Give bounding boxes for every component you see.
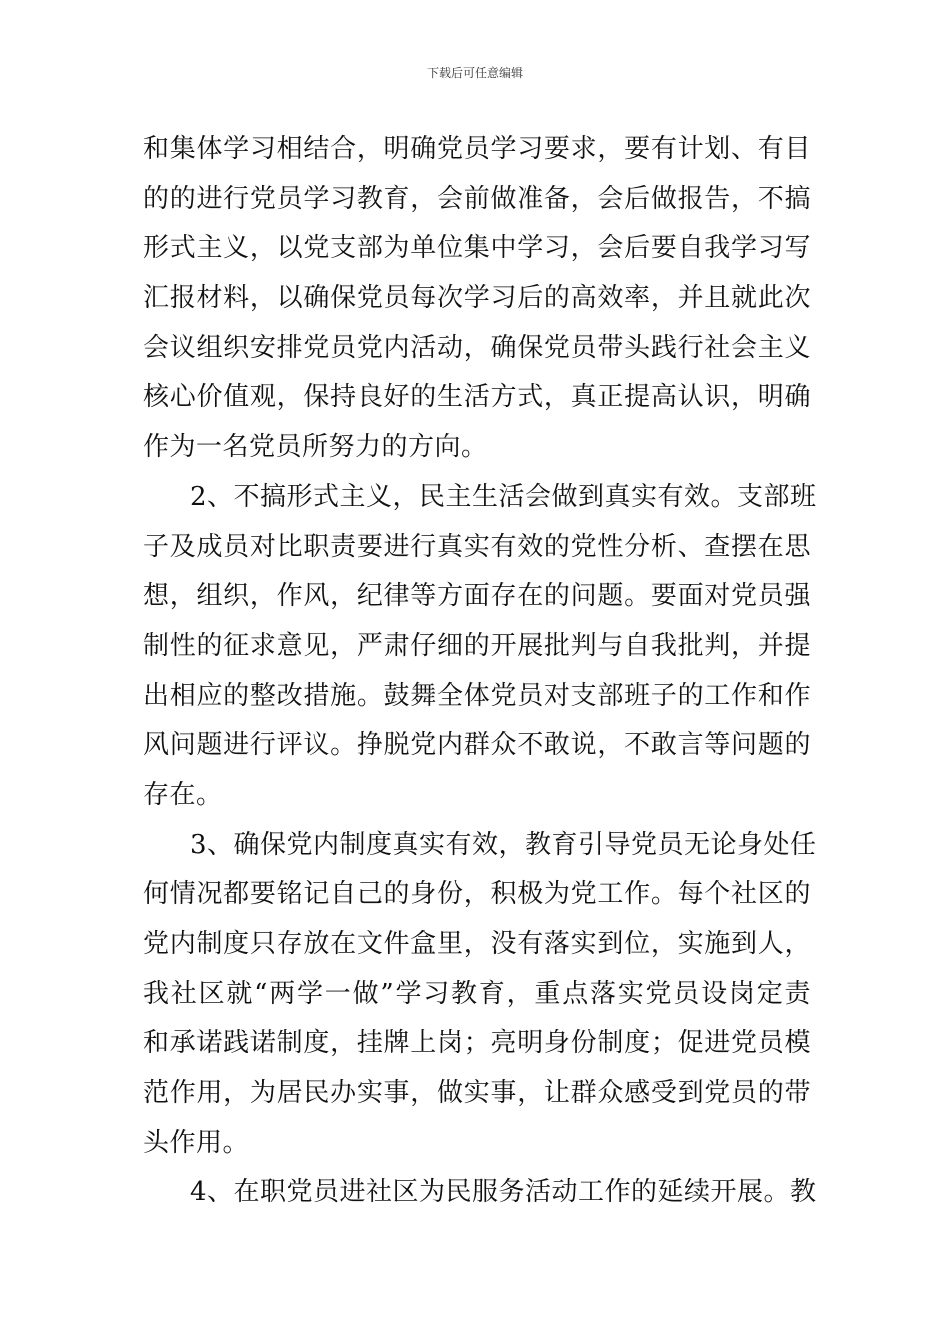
text-line: 我社区就“两学一做”学习教育，重点落实党员设岗定责 — [143, 978, 811, 1009]
paragraph — [143, 821, 817, 1169]
text-line: 形式主义，以党支部为单位集中学习，会后要自我学习写 — [143, 233, 811, 264]
text-line: 4、在职党员进社区为民服务活动工作的延续开展。教 — [190, 1177, 817, 1208]
text-line: 何情况都要铭记自己的身份，积极为党工作。每个社区的 — [143, 879, 811, 910]
text-line: 制性的征求意见，严肃仔细的开展批判与自我批判，并提 — [143, 630, 811, 661]
text-line: 党内制度只存放在文件盒里，没有落实到位，实施到人， — [143, 929, 811, 959]
text-line: 存在。 — [143, 779, 223, 810]
text-line: 和集体学习相结合，明确党员学习要求，要有计划、有目 — [143, 134, 811, 164]
paragraph — [143, 473, 817, 821]
text-line: 和承诺践诺制度，挂牌上岗；亮明身份制度；促进党员模 — [143, 1028, 811, 1059]
text-line: 汇报材料，以确保党员每次学习后的高效率，并且就此次 — [143, 283, 811, 314]
text-line: 会议组织安排党员党内活动，确保党员带头践行社会主义 — [143, 332, 811, 363]
text-line: 风问题进行评议。挣脱党内群众不敢说，不敢言等问题的 — [143, 730, 811, 761]
text-line: 作为一名党员所努力的方向。 — [143, 432, 488, 463]
text-line: 2、不搞形式主义，民主生活会做到真实有效。支部班 — [190, 481, 817, 512]
text-line: 头作用。 — [143, 1127, 250, 1158]
paragraph — [143, 125, 811, 473]
text-line: 想，组织，作风，纪律等方面存在的问题。要面对党员强 — [143, 581, 811, 612]
text-line: 的的进行党员学习教育，会前做准备，会后做报告，不搞 — [143, 183, 811, 214]
document-body — [143, 125, 817, 1218]
paragraph — [143, 1168, 817, 1218]
page-header: 下载后可任意编辑 — [426, 66, 523, 80]
text-line: 范作用，为居民办实事，做实事，让群众感受到党员的带 — [143, 1078, 811, 1109]
text-line: 3、确保党内制度真实有效，教育引导党员无论身处任 — [190, 829, 817, 860]
text-line: 核心价值观，保持良好的生活方式，真正提高认识，明确 — [143, 382, 811, 413]
text-line: 出相应的整改措施。鼓舞全体党员对支部班子的工作和作 — [143, 680, 811, 711]
text-line: 子及成员对比职责要进行真实有效的党性分析、查摆在思 — [143, 531, 811, 562]
